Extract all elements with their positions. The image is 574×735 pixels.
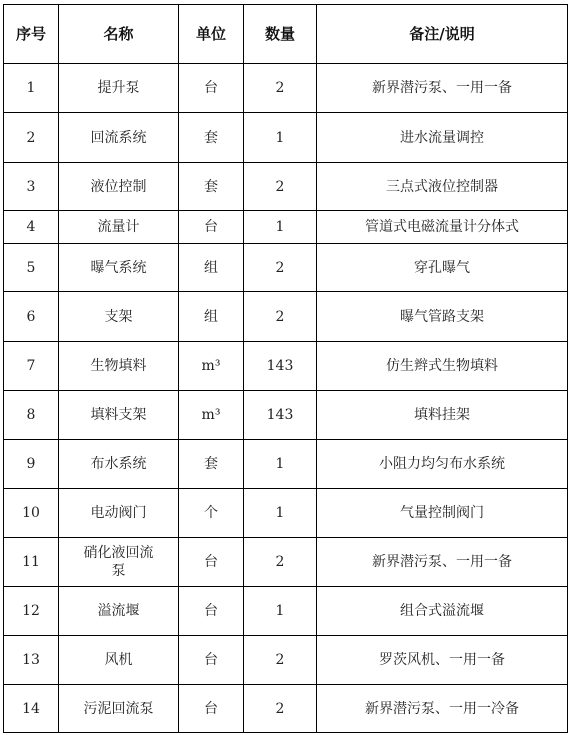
table-row bbox=[4, 440, 568, 489]
cell-notes: 仿生辫式生物填料 bbox=[317, 342, 568, 391]
cell-name-text: 硝化液回流泵 bbox=[83, 545, 154, 579]
cell-quantity: 2 bbox=[244, 64, 317, 113]
cell-notes: 穿孔曝气 bbox=[317, 244, 568, 292]
cell-notes: 罗茨风机、一用一备 bbox=[317, 636, 568, 685]
cell-unit: m³ bbox=[179, 391, 244, 440]
table-row bbox=[4, 489, 568, 538]
table-row bbox=[4, 342, 568, 391]
cell-unit: 组 bbox=[179, 244, 244, 292]
cell-name: 支架 bbox=[59, 292, 179, 342]
cell-index: 1 bbox=[4, 64, 59, 113]
cell-notes: 气量控制阀门 bbox=[317, 489, 568, 538]
cell-name: 生物填料 bbox=[59, 342, 179, 391]
header-name: 名称 bbox=[59, 5, 179, 64]
cell-unit: m³ bbox=[179, 342, 244, 391]
cell-quantity: 1 bbox=[244, 113, 317, 163]
cell-notes: 新界潜污泵、一用一备 bbox=[317, 64, 568, 113]
cell-quantity: 143 bbox=[244, 342, 317, 391]
cell-index: 4 bbox=[4, 211, 59, 244]
table-row bbox=[4, 391, 568, 440]
cell-unit: 台 bbox=[179, 538, 244, 587]
table-row bbox=[4, 636, 568, 685]
header-index: 序号 bbox=[4, 5, 59, 64]
cell-unit: 台 bbox=[179, 64, 244, 113]
cell-unit: 个 bbox=[179, 489, 244, 538]
cell-quantity: 1 bbox=[244, 440, 317, 489]
header-quantity: 数量 bbox=[244, 5, 317, 64]
cell-name bbox=[59, 538, 179, 587]
table-row bbox=[4, 211, 568, 244]
table-row bbox=[4, 587, 568, 636]
cell-index: 7 bbox=[4, 342, 59, 391]
cell-notes: 新界潜污泵、一用一备 bbox=[317, 538, 568, 587]
cell-index: 2 bbox=[4, 113, 59, 163]
cell-unit: 台 bbox=[179, 636, 244, 685]
cell-index: 9 bbox=[4, 440, 59, 489]
cell-unit: 套 bbox=[179, 440, 244, 489]
cell-unit: 套 bbox=[179, 113, 244, 163]
cell-notes: 组合式溢流堰 bbox=[317, 587, 568, 636]
cell-name: 溢流堰 bbox=[59, 587, 179, 636]
cell-quantity: 2 bbox=[244, 163, 317, 211]
cell-notes: 新界潜污泵、一用一冷备 bbox=[317, 685, 568, 733]
table-row bbox=[4, 292, 568, 342]
cell-quantity: 1 bbox=[244, 587, 317, 636]
cell-name: 曝气系统 bbox=[59, 244, 179, 292]
table-row bbox=[4, 685, 568, 733]
cell-unit: 台 bbox=[179, 211, 244, 244]
equipment-table bbox=[3, 4, 568, 733]
cell-quantity: 143 bbox=[244, 391, 317, 440]
table-row bbox=[4, 64, 568, 113]
header-notes: 备注/说明 bbox=[317, 5, 568, 64]
cell-name: 提升泵 bbox=[59, 64, 179, 113]
cell-name: 填料支架 bbox=[59, 391, 179, 440]
table-row bbox=[4, 163, 568, 211]
cell-index: 10 bbox=[4, 489, 59, 538]
cell-notes: 小阻力均匀布水系统 bbox=[317, 440, 568, 489]
header-row bbox=[4, 5, 568, 64]
table-row bbox=[4, 113, 568, 163]
cell-name: 电动阀门 bbox=[59, 489, 179, 538]
cell-quantity: 2 bbox=[244, 685, 317, 733]
cell-unit: 台 bbox=[179, 587, 244, 636]
cell-name: 污泥回流泵 bbox=[59, 685, 179, 733]
cell-notes: 填料挂架 bbox=[317, 391, 568, 440]
cell-notes: 管道式电磁流量计分体式 bbox=[317, 211, 568, 244]
cell-index: 14 bbox=[4, 685, 59, 733]
cell-index: 11 bbox=[4, 538, 59, 587]
header-unit: 单位 bbox=[179, 5, 244, 64]
cell-name: 液位控制 bbox=[59, 163, 179, 211]
cell-name: 布水系统 bbox=[59, 440, 179, 489]
cell-notes: 进水流量调控 bbox=[317, 113, 568, 163]
cell-index: 6 bbox=[4, 292, 59, 342]
cell-quantity: 2 bbox=[244, 292, 317, 342]
table-row bbox=[4, 244, 568, 292]
cell-unit: 台 bbox=[179, 685, 244, 733]
cell-unit: 套 bbox=[179, 163, 244, 211]
cell-quantity: 1 bbox=[244, 489, 317, 538]
cell-notes: 三点式液位控制器 bbox=[317, 163, 568, 211]
cell-index: 13 bbox=[4, 636, 59, 685]
cell-index: 12 bbox=[4, 587, 59, 636]
cell-notes: 曝气管路支架 bbox=[317, 292, 568, 342]
table-row bbox=[4, 538, 568, 587]
cell-quantity: 1 bbox=[244, 211, 317, 244]
cell-quantity: 2 bbox=[244, 636, 317, 685]
cell-index: 5 bbox=[4, 244, 59, 292]
cell-unit: 组 bbox=[179, 292, 244, 342]
cell-name: 风机 bbox=[59, 636, 179, 685]
cell-name: 流量计 bbox=[59, 211, 179, 244]
cell-name: 回流系统 bbox=[59, 113, 179, 163]
cell-quantity: 2 bbox=[244, 538, 317, 587]
cell-quantity: 2 bbox=[244, 244, 317, 292]
cell-index: 3 bbox=[4, 163, 59, 211]
cell-index: 8 bbox=[4, 391, 59, 440]
